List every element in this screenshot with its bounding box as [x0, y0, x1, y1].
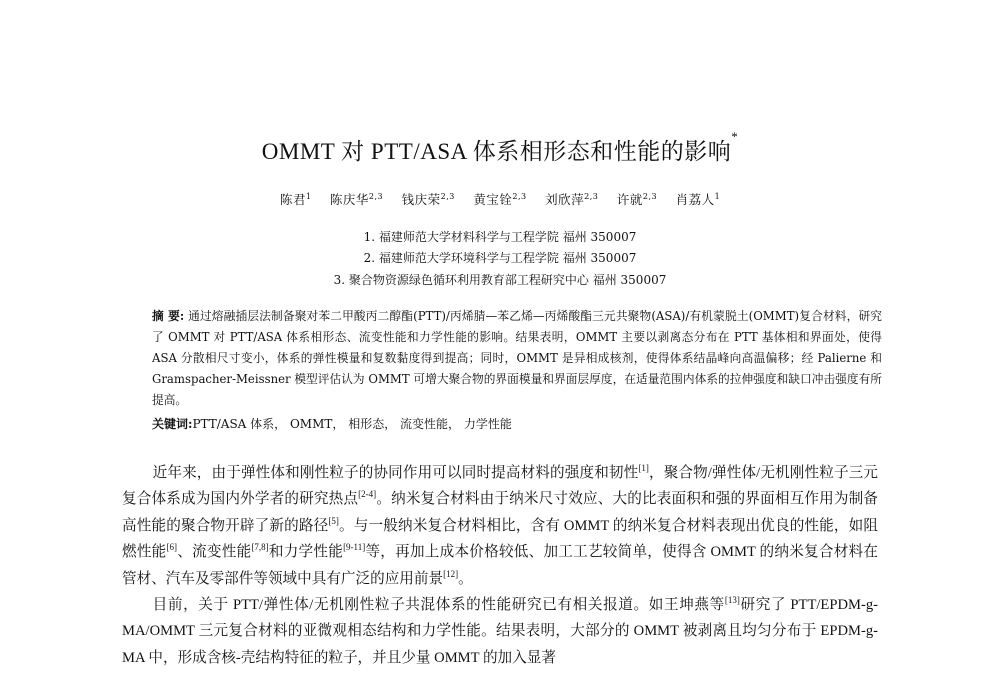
abstract — [152, 306, 882, 411]
paper-title — [0, 129, 1000, 166]
author-name: 许就 — [616, 192, 643, 207]
affiliation-2: 2. 福建师范大学环境科学与工程学院 福州 350007 — [363, 251, 637, 265]
author-name: 陈君 — [279, 192, 306, 207]
text-run: 。 — [458, 570, 473, 587]
keywords-text: PTT/ASA 体系， OMMT， 相形态， 流变性能， 力学性能 — [192, 417, 512, 431]
body-paragraph-1 — [122, 460, 878, 592]
author-name: 刘欣萍 — [545, 192, 585, 207]
author — [473, 192, 526, 207]
text-run: 和力学性能 — [268, 544, 344, 561]
title-footnote-mark: * — [731, 129, 739, 144]
author-affiliation-mark: 2,3 — [368, 191, 384, 201]
citation: [2-4] — [358, 489, 377, 500]
body-text — [122, 460, 878, 671]
citation: [5] — [328, 515, 339, 526]
author — [330, 192, 383, 207]
text-run: 。与一般纳米复合材料相比，含有 OMMT 的纳米复合材料表现出优良的性能，如阻燃性能 — [122, 517, 878, 561]
author-affiliation-mark: 2,3 — [584, 191, 599, 201]
text-run: 研究了 PTT/EPDM-g-MA/OMMT 三元复合材料的亚微观相态结构和力学性能。结果表明，大部分的 OMMT 被剥离且均匀分布于 EPDM-g-MA 中，形成含核-壳结构特征的粒子，并且少量 OMMT 的加入显著 — [122, 597, 878, 666]
author-name: 肖荔人 — [675, 192, 715, 207]
affiliation-3: 3. 聚合物资源绿色循环利用教育部工程研究中心 福州 350007 — [333, 273, 667, 287]
author — [676, 192, 721, 207]
author-name: 陈庆华 — [329, 192, 369, 207]
affiliation-1: 1. 福建师范大学材料科学与工程学院 福州 350007 — [363, 230, 637, 244]
text-run: 目前，关于 PTT/弹性体/无机刚性粒子共混体系的性能研究已有相关报道。如王坤燕等 — [152, 597, 725, 614]
author — [617, 192, 657, 207]
citation: [12] — [443, 568, 459, 579]
text-run: 、流变性能 — [177, 544, 252, 561]
author-name: 黄宝铨 — [473, 192, 513, 207]
citation: [1] — [638, 463, 649, 474]
author — [402, 192, 455, 207]
body-paragraph-2 — [122, 592, 878, 671]
keywords-label: 关键词: — [152, 417, 193, 431]
author-name: 钱庆荣 — [401, 192, 441, 207]
author-affiliation-mark: 1 — [305, 191, 312, 201]
keywords — [152, 415, 882, 432]
author-affiliation-mark: 1 — [714, 191, 721, 201]
author-affiliation-mark: 2,3 — [642, 191, 658, 201]
abstract-text: 通过熔融插层法制备聚对苯二甲酸丙二醇酯(PTT)/丙烯腈—苯乙烯—丙烯酸酯三元共聚物(ASA)/有机蒙脱土(OMMT)复合材料，研究了 OMMT 对 PTT/ASA 体系相形态、流变性能和力学性能的影响。结果表明，OMMT 主要以剥离态分布在 PTT 基体相和界面处，使得 ASA 分散相尺寸变小，体系的弹性模量和复数黏度得到提高；同时，OMMT 是异相成核剂，使得体系结晶峰向高温偏移；经 Palierne 和 Gramspacher-Meissner 模型评估认为 OMMT 可增大聚合物的界面模量和界面层厚度，在适量范围内体系的拉伸强度和缺口冲击强度有所提高。 — [152, 309, 882, 407]
author — [545, 192, 598, 207]
author-affiliation-mark: 2,3 — [440, 191, 455, 201]
author-affiliation-mark: 2,3 — [512, 191, 527, 201]
author — [280, 192, 312, 207]
text-run: 近年来，由于弹性体和刚性粒子的协同作用可以同时提高材料的强度和韧性 — [152, 465, 639, 481]
text-run: 。纳米复合材料由于纳米尺寸效应、大的比表面积和强的界面相互作用为制备高性能的聚合物开辟了新的路径 — [122, 491, 878, 534]
author-list — [0, 190, 1000, 208]
citation: [9-11] — [343, 542, 366, 553]
citation: [6] — [166, 542, 177, 553]
citation: [13] — [724, 595, 740, 606]
title-text: OMMT 对 PTT/ASA 体系相形态和性能的影响 — [261, 139, 732, 164]
text-run: ，聚合物/弹性体/无机刚性粒子三元复合体系成为国内外学者的研究热点 — [122, 465, 878, 508]
citation: [7,8] — [251, 542, 269, 553]
abstract-label: 摘 要: — [152, 309, 185, 323]
text-run: 等，再加上成本价格较低、加工工艺较简单，使得含 OMMT 的纳米复合材料在管材、汽车及零部件等领域中具有广泛的应用前景 — [122, 544, 878, 587]
